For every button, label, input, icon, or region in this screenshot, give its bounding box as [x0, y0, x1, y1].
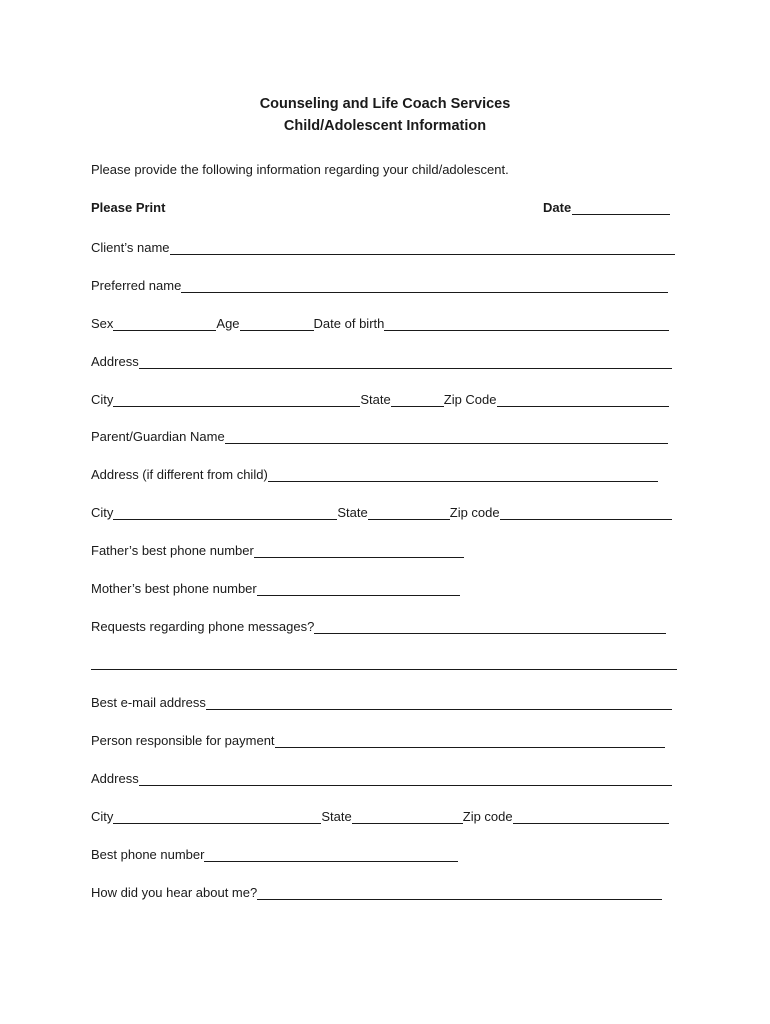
- parent-name-row: [91, 426, 668, 444]
- heard-about-row: [91, 882, 662, 900]
- email-row: [91, 692, 672, 710]
- father-phone-row: [91, 540, 464, 558]
- age-label: Age: [216, 316, 240, 331]
- parent-city-label: City: [91, 505, 114, 520]
- payer-state-label: State: [321, 809, 352, 824]
- address-label: Address: [91, 354, 139, 369]
- date-input-line[interactable]: [572, 200, 670, 215]
- email-input-line[interactable]: [206, 695, 672, 710]
- parent-city-state-zip-row: [91, 502, 672, 520]
- sex-age-dob-row: [91, 313, 669, 331]
- intro-text: Please provide the following information regarding your child/adolescent.: [91, 162, 509, 177]
- payer-city-label: City: [91, 809, 114, 824]
- father-phone-input-line[interactable]: [254, 543, 464, 558]
- state-input-line[interactable]: [391, 392, 444, 407]
- preferred-name-input-line[interactable]: [181, 278, 668, 293]
- heard-about-input-line[interactable]: [257, 885, 662, 900]
- date-label: Date: [543, 200, 572, 215]
- best-phone-input-line[interactable]: [204, 847, 458, 862]
- preferred-name-label: Preferred name: [91, 278, 182, 293]
- city-label: City: [91, 392, 114, 407]
- payer-address-input-line[interactable]: [139, 771, 672, 786]
- preferred-name-row: [91, 275, 668, 293]
- city-state-zip-row: [91, 389, 669, 407]
- payment-person-row: [91, 730, 665, 748]
- age-input-line[interactable]: [240, 316, 314, 331]
- mother-phone-row: [91, 578, 460, 596]
- best-phone-label: Best phone number: [91, 847, 205, 862]
- state-label: State: [360, 392, 391, 407]
- payer-city-state-zip-row: [91, 806, 669, 824]
- sex-input-line[interactable]: [113, 316, 216, 331]
- parent-state-label: State: [337, 505, 368, 520]
- best-phone-row: [91, 844, 458, 862]
- zip-input-line[interactable]: [497, 392, 669, 407]
- payer-address-label: Address: [91, 771, 139, 786]
- payer-city-input-line[interactable]: [113, 809, 321, 824]
- payer-address-row: [91, 768, 672, 786]
- please-print-label: Please Print: [91, 200, 166, 215]
- sex-label: Sex: [91, 316, 114, 331]
- clients-name-label: Client’s name: [91, 240, 170, 255]
- address-row: [91, 351, 672, 369]
- phone-requests-row: [91, 616, 666, 634]
- parent-city-input-line[interactable]: [113, 505, 337, 520]
- payment-person-input-line[interactable]: [275, 733, 665, 748]
- form-title: Counseling and Life Coach Services: [259, 96, 511, 112]
- payer-state-input-line[interactable]: [352, 809, 463, 824]
- mother-phone-label: Mother’s best phone number: [91, 581, 257, 596]
- parent-address-input-line[interactable]: [268, 467, 658, 482]
- parent-address-row: [91, 464, 658, 482]
- dob-label: Date of birth: [313, 316, 385, 331]
- city-input-line[interactable]: [113, 392, 360, 407]
- phone-requests-input-line[interactable]: [314, 619, 666, 634]
- parent-zip-input-line[interactable]: [500, 505, 672, 520]
- zip-label: Zip Code: [443, 392, 497, 407]
- email-label: Best e-mail address: [91, 695, 206, 710]
- dob-input-line[interactable]: [384, 316, 669, 331]
- payer-zip-label: Zip code: [462, 809, 513, 824]
- heard-about-label: How did you hear about me?: [91, 885, 258, 900]
- phone-requests-label: Requests regarding phone messages?: [91, 619, 315, 634]
- form-subtitle: Child/Adolescent Information: [283, 118, 487, 134]
- parent-state-input-line[interactable]: [368, 505, 450, 520]
- mother-phone-input-line[interactable]: [257, 581, 460, 596]
- parent-name-label: Parent/Guardian Name: [91, 429, 225, 444]
- payer-zip-input-line[interactable]: [513, 809, 669, 824]
- date-field: [543, 200, 670, 215]
- clients-name-input-line[interactable]: [170, 240, 675, 255]
- father-phone-label: Father’s best phone number: [91, 543, 254, 558]
- address-input-line[interactable]: [139, 354, 672, 369]
- phone-requests-extra-line[interactable]: [91, 669, 677, 670]
- clients-name-row: [91, 237, 675, 255]
- parent-name-input-line[interactable]: [225, 429, 668, 444]
- parent-address-label: Address (if different from child): [91, 467, 268, 482]
- payment-person-label: Person responsible for payment: [91, 733, 275, 748]
- parent-zip-label: Zip code: [449, 505, 500, 520]
